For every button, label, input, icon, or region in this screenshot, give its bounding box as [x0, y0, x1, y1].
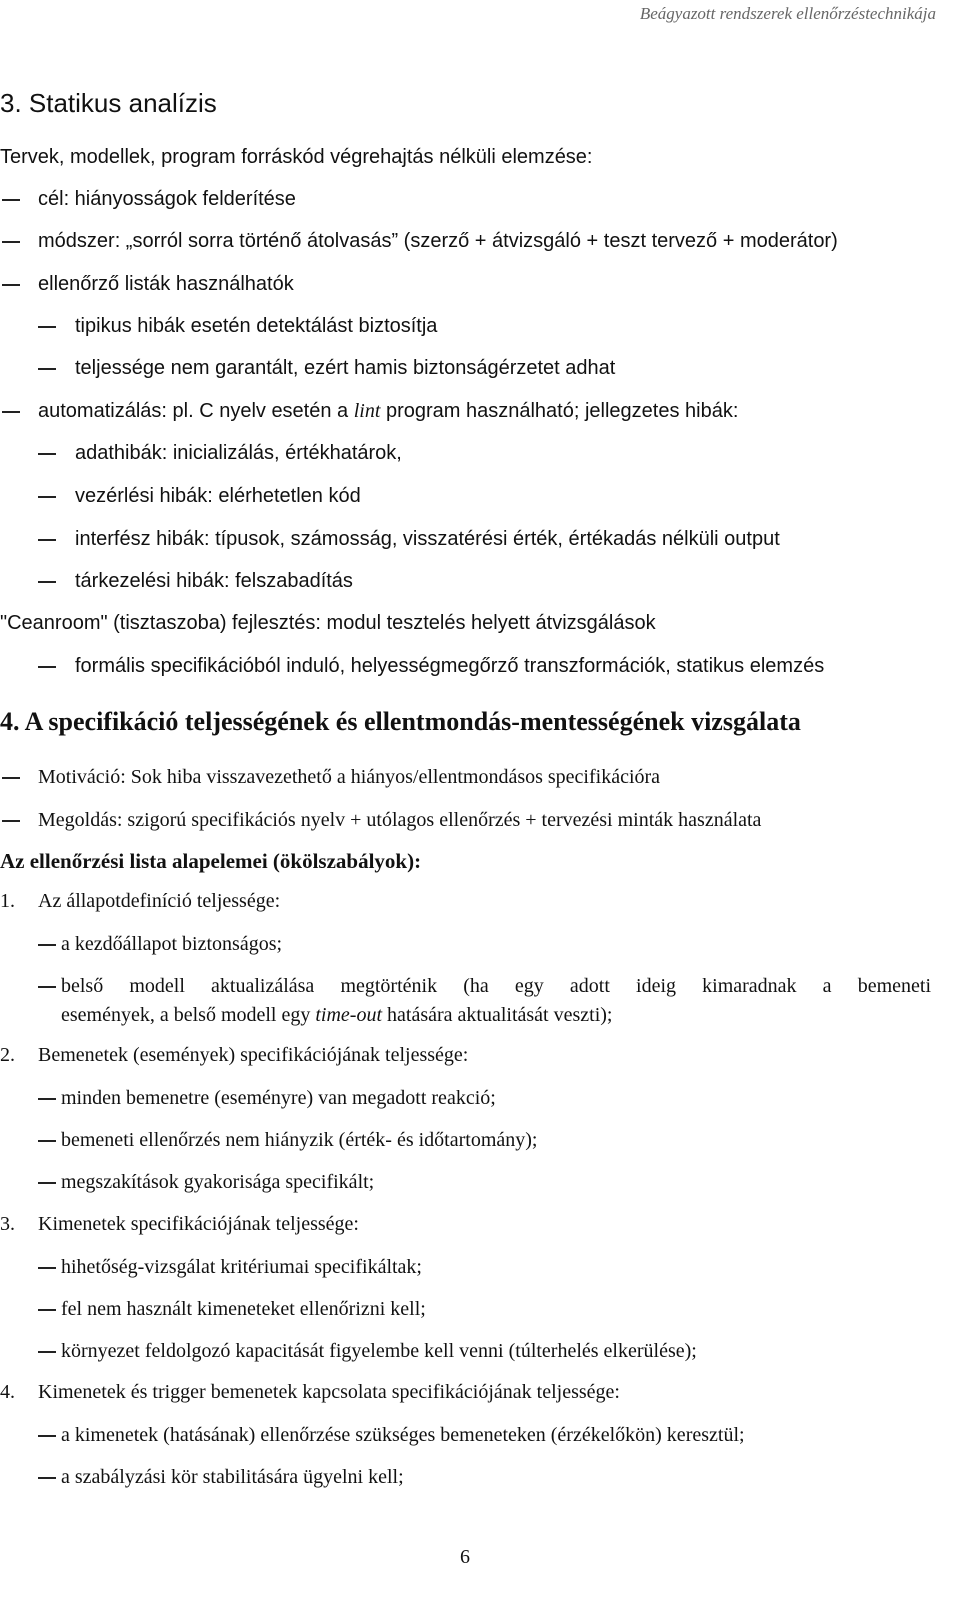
section-3-heading: 3. Statikus analízis [0, 88, 217, 118]
bullet-checklists: ellenőrző listák használhatók [38, 273, 294, 295]
item-2-sub-3: megszakítások gyakorisága specifikált; [61, 1171, 375, 1193]
bullet-automation: automatizálás: pl. C nyelv esetén a lint program használható; jellegzetes hibák: [38, 400, 739, 422]
bullet-solution: Megoldás: szigorú specifikációs nyelv + utólagos ellenőrzés + tervezési minták használata [38, 809, 762, 831]
item-2-title: Bemenetek (események) specifikációjának teljessége: [38, 1044, 469, 1066]
dash-icon [38, 1351, 56, 1353]
dash-icon [38, 1140, 56, 1142]
page-number: 6 [460, 1546, 470, 1568]
item-4-title: Kimenetek és trigger bemenetek kapcsolata specifikációjának teljessége: [38, 1381, 620, 1403]
dash-icon [38, 326, 56, 328]
item-2-number: 2. [0, 1044, 15, 1066]
sub-bullet-control-errors: vezérlési hibák: elérhetetlen kód [75, 485, 361, 507]
dash-icon [38, 496, 56, 498]
item-4-sub-2: a szabályzási kör stabilitására ügyelni kell; [61, 1466, 404, 1488]
dash-icon [38, 1477, 56, 1479]
dash-icon [38, 666, 56, 668]
dash-icon [38, 1098, 56, 1100]
bullet-motivation: Motiváció: Sok hiba visszavezethető a hiányos/ellentmondásos specifikációra [38, 766, 661, 788]
item-1-number: 1. [0, 890, 15, 912]
sub-bullet-interface-errors: interfész hibák: típusok, számosság, visszatérési érték, értékadás nélküli output [75, 528, 780, 550]
dash-icon [2, 199, 20, 201]
dash-icon [38, 453, 56, 455]
dash-icon [38, 581, 56, 583]
dash-icon [38, 986, 56, 988]
dash-icon [38, 368, 56, 370]
item-2-sub-2: bemeneti ellenőrzés nem hiányzik (érték- és időtartomány); [61, 1129, 538, 1151]
dash-icon [38, 944, 56, 946]
dash-icon [38, 539, 56, 541]
dash-icon [2, 284, 20, 286]
section-4-heading: 4. A specifikáció teljességének és ellentmondás-mentességének vizsgálata [0, 707, 801, 736]
sub-bullet-formal-spec: formális specifikációból induló, helyességmegőrző transzformációk, statikus elemzés [75, 655, 825, 677]
item-1-sub-2-line-1: belső modell aktualizálása megtörténik (ha egy adott ideig kimaradnak a bemeneti [61, 975, 931, 997]
item-4-sub-1: a kimenetek (hatásának) ellenőrzése szükséges bemeneteken (érzékelőkön) keresztül; [61, 1424, 745, 1446]
bullet-goal: cél: hiányosságok felderítése [38, 188, 296, 210]
dash-icon [38, 1309, 56, 1311]
item-3-sub-2: fel nem használt kimeneteket ellenőrizni kell; [61, 1298, 426, 1320]
item-3-sub-1: hihetőség-vizsgálat kritériumai specifikáltak; [61, 1256, 422, 1278]
item-1-sub-1: a kezdőállapot biztonságos; [61, 933, 283, 955]
dash-icon [2, 820, 20, 822]
dash-icon [2, 777, 20, 779]
dash-icon [2, 241, 20, 243]
sub-bullet-memory-errors: tárkezelési hibák: felszabadítás [75, 570, 353, 592]
item-2-sub-1: minden bemenetre (eseményre) van megadott reakció; [61, 1087, 496, 1109]
sub-bullet-false-security: teljessége nem garantált, ezért hamis biztonságérzetet adhat [75, 357, 616, 379]
item-1-title: Az állapotdefiníció teljessége: [38, 890, 281, 912]
sub-bullet-detection: tipikus hibák esetén detektálást biztosítja [75, 315, 438, 337]
running-header: Beágyazott rendszerek ellenőrzéstechnikája [639, 4, 936, 23]
item-3-title: Kimenetek specifikációjának teljessége: [38, 1213, 359, 1235]
sub-bullet-data-errors: adathibák: inicializálás, értékhatárok, [75, 442, 402, 464]
dash-icon [38, 1182, 56, 1184]
item-3-number: 3. [0, 1213, 15, 1235]
bullet-method: módszer: „sorról sorra történő átolvasás” (szerző + átvizsgáló + teszt tervező + moderátor) [38, 230, 838, 252]
item-4-number: 4. [0, 1381, 15, 1403]
item-1-sub-2-line-2: események, a belső modell egy time-out hatására aktualitását veszti); [61, 1004, 613, 1026]
item-3-sub-3: környezet feldolgozó kapacitását figyelembe kell venni (túlterhelés elkerülése); [61, 1340, 697, 1362]
dash-icon [2, 411, 20, 413]
dash-icon [38, 1435, 56, 1437]
checklist-heading: Az ellenőrzési lista alapelemei (ökölszabályok): [0, 849, 422, 873]
dash-icon [38, 1267, 56, 1269]
cleanroom-paragraph: "Ceanroom" (tisztaszoba) fejlesztés: modul tesztelés helyett átvizsgálások [0, 612, 656, 634]
section-3-intro: Tervek, modellek, program forráskód végrehajtás nélküli elemzése: [0, 146, 593, 168]
